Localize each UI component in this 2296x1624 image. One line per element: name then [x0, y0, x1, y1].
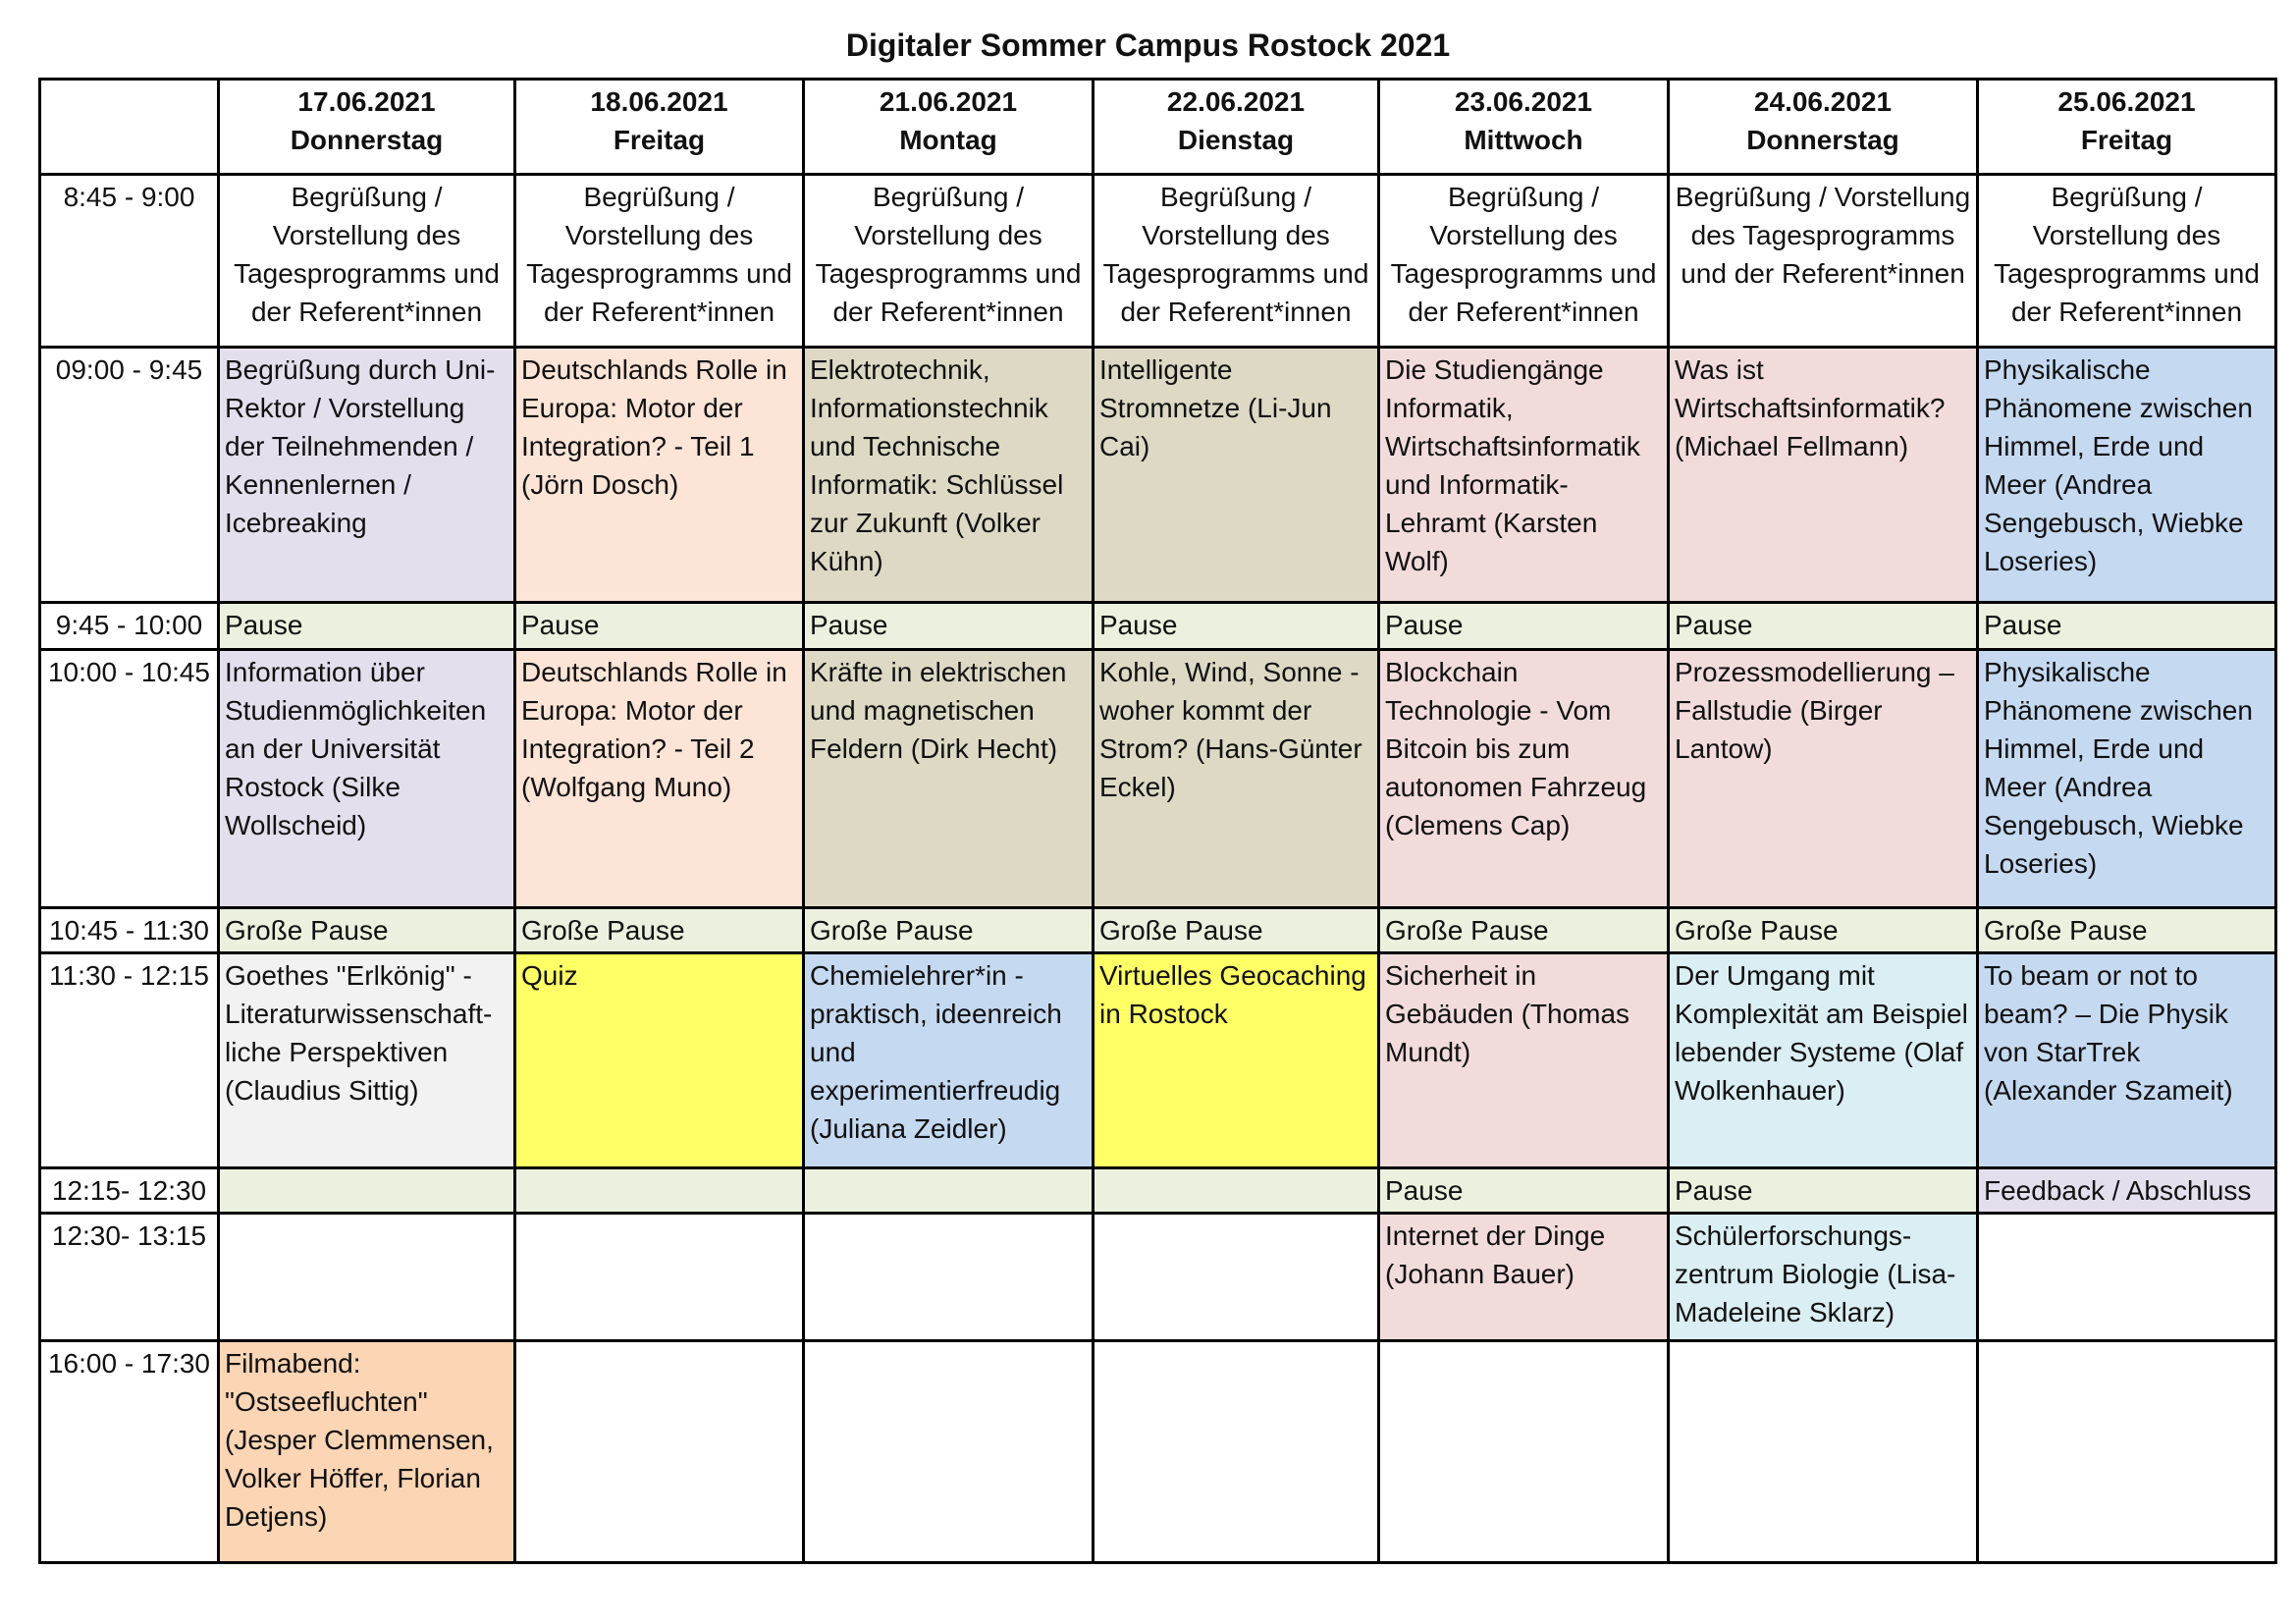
break-cell: Pause: [1669, 603, 1978, 650]
break-cell: Große Pause: [1978, 907, 2276, 952]
session-cell: [1379, 1340, 1669, 1562]
day-header: [804, 80, 1094, 175]
day-header: [1379, 80, 1669, 175]
schedule-row: [40, 175, 2276, 348]
session-cell: Der Umgang mit Komplexität am Beispiel lebender Systeme (Olaf Wolkenhauer): [1669, 952, 1978, 1167]
schedule-row: [40, 348, 2276, 603]
session-cell: Chemielehrer*in - praktisch, ideenreich und experimentierfreudig (Juliana Zeidler): [804, 952, 1094, 1167]
session-cell: Elektrotechnik, Informationstechnik und Technische Informatik: Schlüssel zur Zukunft (Volker Kühn): [804, 348, 1094, 603]
session-cell: Deutschlands Rolle in Europa: Motor der Integration? - Teil 1 (Jörn Dosch): [515, 348, 804, 603]
session-cell: Quiz: [515, 952, 804, 1167]
session-cell: [515, 1340, 804, 1562]
day-weekday: Freitag: [613, 125, 706, 155]
session-cell: Begrüßung durch Uni-Rektor / Vorstellung der Teilnehmenden / Kennenlernen / Icebreaking: [219, 348, 515, 603]
day-date: 17.06.2021: [297, 86, 436, 117]
intro-cell: Begrüßung / Vorstellung des Tagesprogramms und der Referent*innen: [1669, 175, 1978, 348]
day-header: [219, 80, 515, 175]
break-row: [40, 1167, 2276, 1213]
day-header: [515, 80, 804, 175]
session-cell: Kräfte in elektrischen und magnetischen Feldern (Dirk Hecht): [804, 650, 1094, 907]
break-cell: Große Pause: [1379, 907, 1669, 952]
time-slot: 12:30- 13:15: [40, 1213, 219, 1340]
session-cell: Physikalische Phänomene zwischen Himmel, Erde und Meer (Andrea Sengebusch, Wiebke Loseries): [1978, 650, 2276, 907]
schedule-row: [40, 952, 2276, 1167]
session-cell: [219, 1213, 515, 1340]
day-date: 24.06.2021: [1753, 86, 1893, 117]
session-cell: Kohle, Wind, Sonne - woher kommt der Strom? (Hans-Günter Eckel): [1094, 650, 1379, 907]
intro-cell: Begrüßung / Vorstellung des Tagesprogramms und der Referent*innen: [219, 175, 515, 348]
break-cell: Pause: [1978, 603, 2276, 650]
session-cell: Schülerforschungs-zentrum Biologie (Lisa-Madeleine Sklarz): [1669, 1213, 1978, 1340]
page-title: Digitaler Sommer Campus Rostock 2021: [845, 27, 1451, 63]
session-cell: Die Studiengänge Informatik, Wirtschaftsinformatik und Informatik-Lehramt (Karsten Wolf): [1379, 348, 1669, 603]
session-cell: Intelligente Stromnetze (Li-Jun Cai): [1094, 348, 1379, 603]
session-cell: Was ist Wirtschaftsinformatik? (Michael Fellmann): [1669, 348, 1978, 603]
corner-cell: [40, 80, 219, 175]
session-cell: Physikalische Phänomene zwischen Himmel, Erde und Meer (Andrea Sengebusch, Wiebke Loseries): [1978, 348, 2276, 603]
day-weekday: Donnerstag: [290, 125, 444, 155]
day-weekday: Montag: [899, 125, 997, 155]
break-cell: [1094, 1167, 1379, 1213]
break-cell: [804, 1167, 1094, 1213]
time-slot: 11:30 - 12:15: [40, 952, 219, 1167]
break-cell: Pause: [219, 603, 515, 650]
day-date: 25.06.2021: [2057, 86, 2196, 117]
session-cell: Deutschlands Rolle in Europa: Motor der Integration? - Teil 2 (Wolfgang Muno): [515, 650, 804, 907]
time-slot: 9:45 - 10:00: [40, 603, 219, 650]
break-cell: Große Pause: [515, 907, 804, 952]
session-cell: [804, 1213, 1094, 1340]
intro-cell: Begrüßung / Vorstellung des Tagesprogramms und der Referent*innen: [804, 175, 1094, 348]
time-slot: 12:15- 12:30: [40, 1167, 219, 1213]
day-weekday: Donnerstag: [1746, 125, 1899, 155]
day-weekday: Freitag: [2080, 125, 2173, 155]
day-weekday: Dienstag: [1177, 125, 1295, 155]
session-cell: Filmabend: "Ostseefluchten" (Jesper Clemmensen, Volker Höffer, Florian Detjens): [219, 1340, 515, 1562]
schedule-row: [40, 650, 2276, 907]
break-row: [40, 907, 2276, 952]
break-cell: Pause: [515, 603, 804, 650]
intro-cell: Begrüßung / Vorstellung des Tagesprogramms und der Referent*innen: [1379, 175, 1669, 348]
break-cell: [515, 1167, 804, 1213]
day-weekday: Mittwoch: [1464, 125, 1583, 155]
day-date: 18.06.2021: [590, 86, 728, 117]
time-slot: 8:45 - 9:00: [40, 175, 219, 348]
break-cell: Große Pause: [804, 907, 1094, 952]
break-cell: Pause: [1669, 1167, 1978, 1213]
schedule-row: [40, 1213, 2276, 1340]
session-cell: Information über Studienmöglichkeiten an der Universität Rostock (Silke Wollscheid): [219, 650, 515, 907]
break-cell: [219, 1167, 515, 1213]
session-cell: [804, 1340, 1094, 1562]
day-date: 22.06.2021: [1166, 86, 1306, 117]
break-cell: Pause: [1379, 603, 1669, 650]
intro-cell: Begrüßung / Vorstellung des Tagesprogramms und der Referent*innen: [515, 175, 804, 348]
session-cell: [1094, 1340, 1379, 1562]
break-cell: Pause: [1379, 1167, 1669, 1213]
day-header: [1978, 80, 2276, 175]
session-cell: Sicherheit in Gebäuden (Thomas Mundt): [1379, 952, 1669, 1167]
time-slot: 10:45 - 11:30: [40, 907, 219, 952]
time-slot: 09:00 - 9:45: [40, 348, 219, 603]
day-date: 23.06.2021: [1454, 86, 1593, 117]
break-row: [40, 603, 2276, 650]
schedule-table: [38, 78, 2277, 1564]
break-cell: Große Pause: [1669, 907, 1978, 952]
session-cell: Prozessmodellierung – Fallstudie (Birger Lantow): [1669, 650, 1978, 907]
day-date: 21.06.2021: [879, 86, 1018, 117]
session-cell: To beam or not to beam? – Die Physik von StarTrek (Alexander Szameit): [1978, 952, 2276, 1167]
session-cell: Virtuelles Geocaching in Rostock: [1094, 952, 1379, 1167]
break-cell: Große Pause: [1094, 907, 1379, 952]
session-cell: Blockchain Technologie - Vom Bitcoin bis zum autonomen Fahrzeug (Clemens Cap): [1379, 650, 1669, 907]
time-slot: 10:00 - 10:45: [40, 650, 219, 907]
session-cell: [1978, 1340, 2276, 1562]
session-cell: [515, 1213, 804, 1340]
session-cell: [1094, 1213, 1379, 1340]
session-cell: Internet der Dinge (Johann Bauer): [1379, 1213, 1669, 1340]
intro-cell: Begrüßung / Vorstellung des Tagesprogramms und der Referent*innen: [1094, 175, 1379, 348]
time-slot: 16:00 - 17:30: [40, 1340, 219, 1562]
day-header: [1094, 80, 1379, 175]
header-row: [40, 80, 2276, 175]
break-cell: Feedback / Abschluss: [1978, 1167, 2276, 1213]
break-cell: Pause: [1094, 603, 1379, 650]
day-header: [1669, 80, 1978, 175]
break-cell: Große Pause: [219, 907, 515, 952]
schedule-row: [40, 1340, 2276, 1562]
session-cell: [1669, 1340, 1978, 1562]
session-cell: Goethes "Erlkönig" - Literaturwissenschaft-liche Perspektiven (Claudius Sittig): [219, 952, 515, 1167]
intro-cell: Begrüßung / Vorstellung des Tagesprogramms und der Referent*innen: [1978, 175, 2276, 348]
session-cell: [1978, 1213, 2276, 1340]
break-cell: Pause: [804, 603, 1094, 650]
